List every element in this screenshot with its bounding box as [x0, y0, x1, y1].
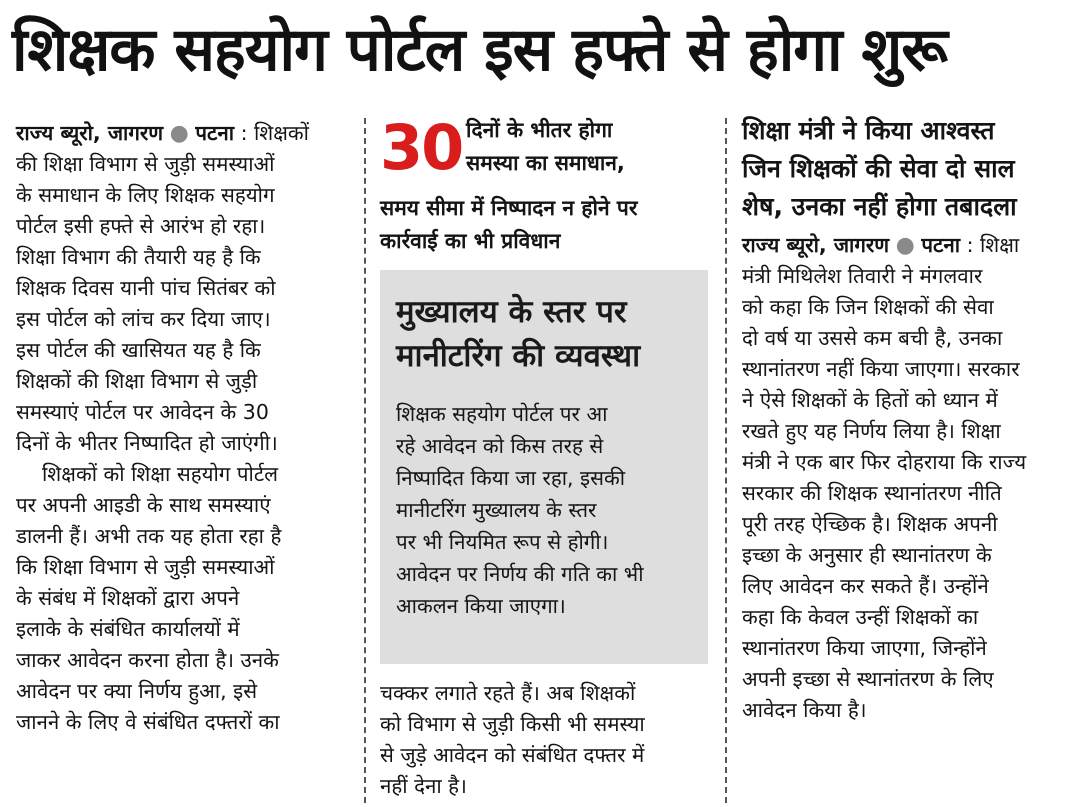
body-line: मंत्री ने एक बार फिर दोहराया कि राज्य: [742, 450, 1027, 474]
article-column-3: [742, 230, 1072, 726]
body-line: शिक्षकों को शिक्षा सहयोग पोर्टल: [42, 462, 279, 486]
byline-source: राज्य ब्यूरो, जागरण: [16, 121, 164, 145]
highlight-box: [380, 270, 708, 664]
body-line: इलाके के संबंधित कार्यालयों में: [16, 617, 240, 641]
side-headline: [742, 112, 1017, 226]
body-line: कहा कि केवल उन्हीं शिक्षकों का: [742, 605, 979, 629]
body-line: आवेदन पर क्या निर्णय हुआ, इसे: [16, 679, 258, 703]
body-line: को कहा कि जिन शिक्षकों की सेवा: [742, 295, 994, 319]
body-line: अपनी इच्छा से स्थानांतरण के लिए: [742, 667, 994, 691]
body-line: शिक्षा विभाग की तैयारी यह है कि: [16, 245, 261, 269]
subheadline-line: दिनों के भीतर होगा: [466, 118, 613, 142]
box-title-line: मानीटरिंग की व्यवस्था: [396, 338, 641, 374]
body-line: से जुड़े आवेदन को संबंधित दफ्तर में: [380, 743, 645, 767]
body-line: इस पोर्टल की खासियत यह है कि: [16, 338, 261, 362]
body-line: पर अपनी आइडी के साथ समस्याएं: [16, 493, 271, 517]
body-line: रखते हुए यह निर्णय लिया है। शिक्षा: [742, 419, 1001, 443]
byline-line: [742, 230, 1072, 261]
body-line: पोर्टल इसी हफ्ते से आरंभ हो रहा।: [16, 214, 266, 238]
body-line: इस पोर्टल को लांच कर दिया जाए।: [16, 307, 271, 331]
body-line: को विभाग से जुड़ी किसी भी समस्या: [380, 712, 645, 736]
box-body-line: आवेदन पर निर्णय की गति का भी: [396, 562, 644, 586]
big-number-30: 30: [380, 111, 463, 184]
subheadline-line: समस्या का समाधान,: [466, 151, 625, 175]
body-line: इच्छा के अनुसार ही स्थानांतरण के: [742, 543, 992, 567]
subheadline-line: कार्रवाई का भी प्रविधान: [380, 229, 561, 253]
bullet-dot-icon: ●: [169, 121, 189, 146]
bullet-dot-icon: ●: [895, 233, 915, 258]
box-body-line: मानीटरिंग मुख्यालय के स्तर: [396, 498, 597, 522]
body-line: समस्याएं पोर्टल पर आवेदन के 30: [16, 400, 269, 424]
body-line: ने ऐसे शिक्षकों के हितों को ध्यान में: [742, 388, 998, 412]
side-headline-line: शिक्षा मंत्री ने किया आश्वस्त: [742, 116, 995, 145]
body-line: जाकर आवेदन करना होता है। उनके: [16, 648, 279, 672]
body-line: मंत्री मिथिलेश तिवारी ने मंगलवार: [742, 264, 983, 288]
body-line: की शिक्षा विभाग से जुड़ी समस्याओं: [16, 152, 275, 176]
box-body-line: रहे आवेदन को किस तरह से: [396, 434, 604, 458]
column-divider: [364, 118, 366, 803]
body-line: दिनों के भीतर निष्पादित हो जाएंगी।: [16, 431, 278, 455]
body-line: डालनी हैं। अभी तक यह होता रहा है: [16, 524, 282, 548]
body-line: लिए आवेदन कर सकते हैं। उन्होंने: [742, 574, 989, 598]
subheadline-a: [466, 114, 625, 180]
byline-line: [16, 118, 354, 149]
box-body-line: शिक्षक सहयोग पोर्टल पर आ: [396, 402, 608, 426]
box-body-line: पर भी नियमित रूप से होगी।: [396, 530, 609, 554]
body-line: शिक्षकों की शिक्षा विभाग से जुड़ी: [16, 369, 258, 393]
side-headline-line: जिन शिक्षकों की सेवा दो साल: [742, 154, 1015, 183]
body-line: नहीं देना है।: [380, 774, 467, 798]
body-line: के संबंध में शिक्षकों द्वारा अपने: [16, 586, 240, 610]
column-divider: [725, 118, 727, 803]
body-text: : शिक्षकों: [240, 121, 309, 145]
box-title: [396, 290, 640, 378]
side-headline-line: शेष, उनका नहीं होगा तबादला: [742, 192, 1017, 221]
subheadline-line: समय सीमा में निष्पादन न होने पर: [380, 196, 638, 220]
body-text: : शिक्षा: [966, 233, 1020, 257]
body-line: स्थानांतरण किया जाएगा, जिन्होंने: [742, 636, 987, 660]
headline: शिक्षक सहयोग पोर्टल इस हफ्ते से होगा शुरू: [12, 15, 947, 85]
box-body: [396, 398, 644, 622]
box-body-line: आकलन किया जाएगा।: [396, 594, 566, 618]
byline-place: पटना: [195, 121, 235, 145]
body-line: के समाधान के लिए शिक्षक सहयोग: [16, 183, 275, 207]
body-line: चक्कर लगाते रहते हैं। अब शिक्षकों: [380, 681, 636, 705]
body-line: पूरी तरह ऐच्छिक है। शिक्षक अपनी: [742, 512, 998, 536]
body-line: शिक्षक दिवस यानी पांच सितंबर को: [16, 276, 276, 300]
box-title-line: मुख्यालय के स्तर पर: [396, 294, 627, 330]
box-body-line: निष्पादित किया जा रहा, इसकी: [396, 466, 626, 490]
body-line: जानने के लिए वे संबंधित दफ्तरों का: [16, 710, 280, 734]
body-line: कि शिक्षा विभाग से जुड़ी समस्याओं: [16, 555, 275, 579]
body-line: दो वर्ष या उससे कम बची है, उनका: [742, 326, 1003, 350]
subheadline-b: [380, 192, 637, 258]
body-line: आवेदन किया है।: [742, 698, 867, 722]
byline-source: राज्य ब्यूरो, जागरण: [742, 233, 890, 257]
body-line: सरकार की शिक्षक स्थानांतरण नीति: [742, 481, 1002, 505]
byline-place: पटना: [921, 233, 961, 257]
body-line: स्थानांतरण नहीं किया जाएगा। सरकार: [742, 357, 1020, 381]
article-column-1: [16, 118, 354, 738]
article-column-2-tail: [380, 678, 710, 802]
